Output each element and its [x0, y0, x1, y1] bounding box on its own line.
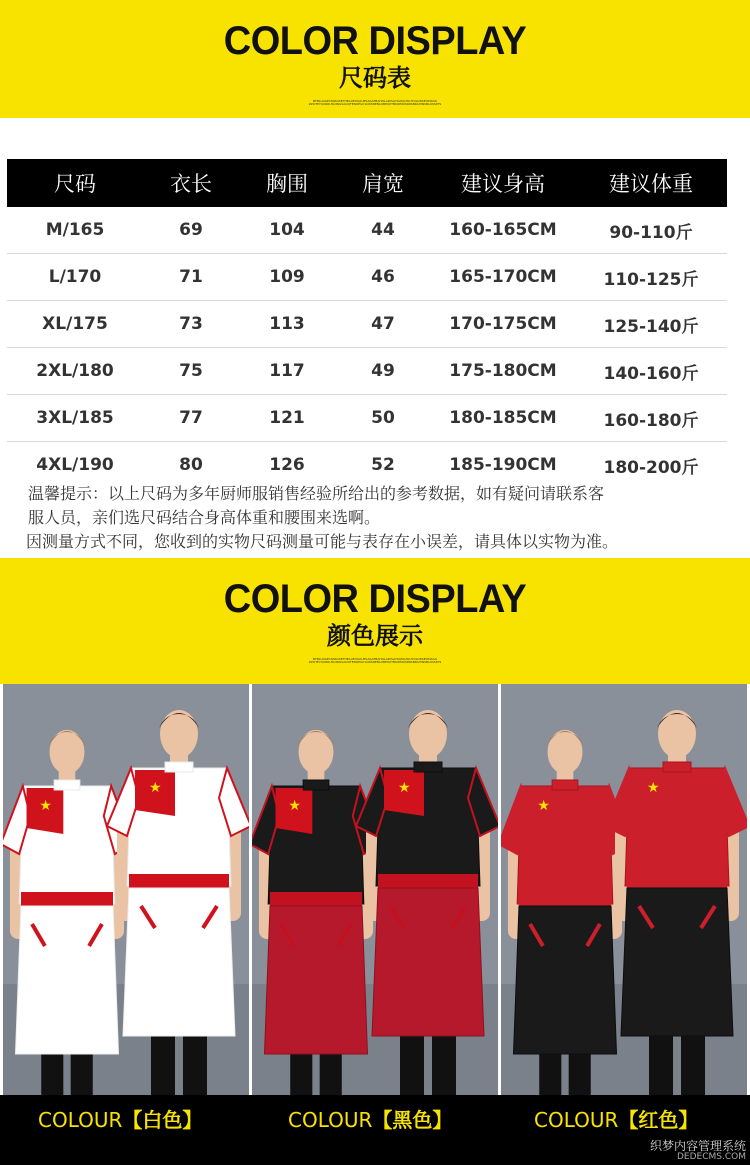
apron-waistband: [21, 892, 113, 906]
cell-size: 4XL/190: [36, 455, 114, 475]
cell-size: 3XL/185: [7, 395, 143, 442]
apron-waistband: [627, 874, 727, 888]
caption-black: [288, 1095, 452, 1145]
uniform-illustration: [3, 684, 249, 1095]
cell-size: XL/175: [7, 301, 143, 348]
cell-chest: 104: [239, 207, 335, 254]
cell-height: 160-165CM: [431, 207, 575, 254]
cell-size: M/165: [7, 207, 143, 254]
size-table-header: [7, 159, 727, 207]
table-row: [7, 207, 727, 254]
header-chest: 胸围: [239, 159, 335, 207]
color-caption-bar: [0, 1095, 750, 1165]
cell-length: 80: [179, 455, 203, 475]
apron: [372, 888, 484, 1036]
head: [160, 710, 198, 758]
collar: [303, 780, 329, 790]
photo-black-uniform: [252, 684, 498, 1095]
star-icon: ★: [537, 798, 550, 814]
cell-height: 165-170CM: [431, 254, 575, 301]
table-row: [7, 395, 727, 442]
apron-waistband: [378, 874, 478, 888]
cell-shoulder: 47: [335, 301, 431, 348]
caption-white: [38, 1095, 202, 1145]
watermark: [650, 1140, 746, 1163]
banner-title-zh: 尺码表: [339, 64, 411, 92]
apron-waistband: [270, 892, 362, 906]
collar: [414, 762, 442, 772]
table-row: [7, 254, 727, 301]
cell-weight: 90-110斤: [575, 207, 727, 254]
photo-white-uniform: [3, 684, 249, 1095]
head: [658, 710, 696, 758]
color-display-banner: [0, 558, 750, 684]
cell-height: 170-175CM: [431, 301, 575, 348]
star-icon: ★: [39, 798, 52, 814]
size-note: [28, 482, 728, 554]
star-icon: ★: [398, 780, 411, 796]
caption-prefix: COLOUR: [288, 1108, 373, 1132]
cell-weight: 140-160斤: [575, 348, 727, 395]
cell-shoulder: 49: [335, 348, 431, 395]
cell-shoulder: 52: [371, 455, 395, 475]
caption-color-name: 【白色】: [122, 1108, 203, 1132]
note-line: 因测量方式不同，您收到的实物尺码测量可能与表存在小误差，请具体以实物为准。: [26, 532, 619, 551]
cell-height: 175-180CM: [431, 348, 575, 395]
apron: [513, 906, 616, 1054]
cell-size: L/170: [7, 254, 143, 301]
cell-chest: 113: [239, 301, 335, 348]
cell-height: 180-185CM: [431, 395, 575, 442]
cell-chest: 126: [269, 455, 305, 475]
cell-chest: 117: [239, 348, 335, 395]
apron: [15, 906, 118, 1054]
head: [409, 710, 447, 758]
cell-shoulder: 50: [335, 395, 431, 442]
cell-weight: 180-200斤: [603, 457, 699, 478]
caption-prefix: COLOUR: [38, 1108, 123, 1132]
star-icon: ★: [149, 780, 162, 796]
cell-length: 69: [143, 207, 239, 254]
caption-color-name: 【黑色】: [372, 1108, 453, 1132]
apron: [621, 888, 733, 1036]
header-size: 尺码: [7, 159, 143, 207]
star-icon: ★: [288, 798, 301, 814]
collar: [54, 780, 80, 790]
caption-color-name: 【红色】: [618, 1108, 699, 1132]
size-table: [7, 159, 727, 488]
cell-weight: 110-125斤: [575, 254, 727, 301]
apron: [264, 906, 367, 1054]
banner-title-en: COLOR DISPLAY: [223, 19, 527, 64]
note-line: 温馨提示：以上尺码为多年厨师服销售经验所给出的参考数据，如有疑问请联系客: [28, 484, 605, 503]
collar: [552, 780, 578, 790]
cell-chest: 121: [239, 395, 335, 442]
watermark-line: DEDECMS.COM: [677, 1152, 746, 1163]
size-chart-banner: [0, 0, 750, 118]
cell-shoulder: 46: [335, 254, 431, 301]
banner-title-en: COLOR DISPLAY: [223, 577, 527, 622]
cell-chest: 109: [239, 254, 335, 301]
cell-length: 73: [143, 301, 239, 348]
cell-length: 75: [143, 348, 239, 395]
cell-length: 77: [143, 395, 239, 442]
cell-weight: 125-140斤: [575, 301, 727, 348]
header-length: 衣长: [143, 159, 239, 207]
cell-shoulder: 44: [335, 207, 431, 254]
photo-red-uniform: [501, 684, 747, 1095]
cell-size: 2XL/180: [7, 348, 143, 395]
apron: [123, 888, 235, 1036]
banner-fine-print: BTBLUAGEYANSUSETHEAUEUOAUPSAGATBAHOLADISAYDATAQSIUTOLORSEOMXAO ZZOTEYOURRUSOINGSAOOTENOEIAYLORSNEBAUBEOXTBKIRMOSRPABRAHINSBLOSSKTS: [308, 657, 442, 664]
caption-red: [534, 1095, 698, 1145]
banner-title-zh: 颜色展示: [327, 622, 423, 650]
apron-waistband: [129, 874, 229, 888]
caption-prefix: COLOUR: [534, 1108, 619, 1132]
banner-fine-print: BTBLUAGEYANSUSETHEAUEUOAUPSAGATBAHOLADISAYDATAQSIUTOLORSEOMXAO ZZOTEYOURRUSOINGSAOOTENOEIAYLORSNEBAUBEOXTBKIRMOSRPABRAHINSBLOSSKTS: [308, 99, 442, 106]
table-row: [7, 348, 727, 395]
uniform-illustration: [252, 684, 498, 1095]
collar: [663, 762, 691, 772]
apron-waistband: [519, 892, 611, 906]
note-line: 服人员，亲们选尺码结合身高体重和腰围来选啊。: [28, 508, 381, 527]
table-row: [7, 301, 727, 348]
size-table-body: [7, 207, 727, 488]
cell-height: 185-190CM: [449, 455, 557, 475]
header-weight: 建议体重: [575, 159, 727, 207]
header-height: 建议身高: [431, 159, 575, 207]
header-shoulder: 肩宽: [335, 159, 431, 207]
color-photos: [0, 684, 750, 1095]
collar: [165, 762, 193, 772]
uniform-illustration: [501, 684, 747, 1095]
cell-length: 71: [143, 254, 239, 301]
star-icon: ★: [647, 780, 660, 796]
cell-weight: 160-180斤: [575, 395, 727, 442]
watermark-line: 织梦内容管理系统: [649, 1138, 746, 1153]
